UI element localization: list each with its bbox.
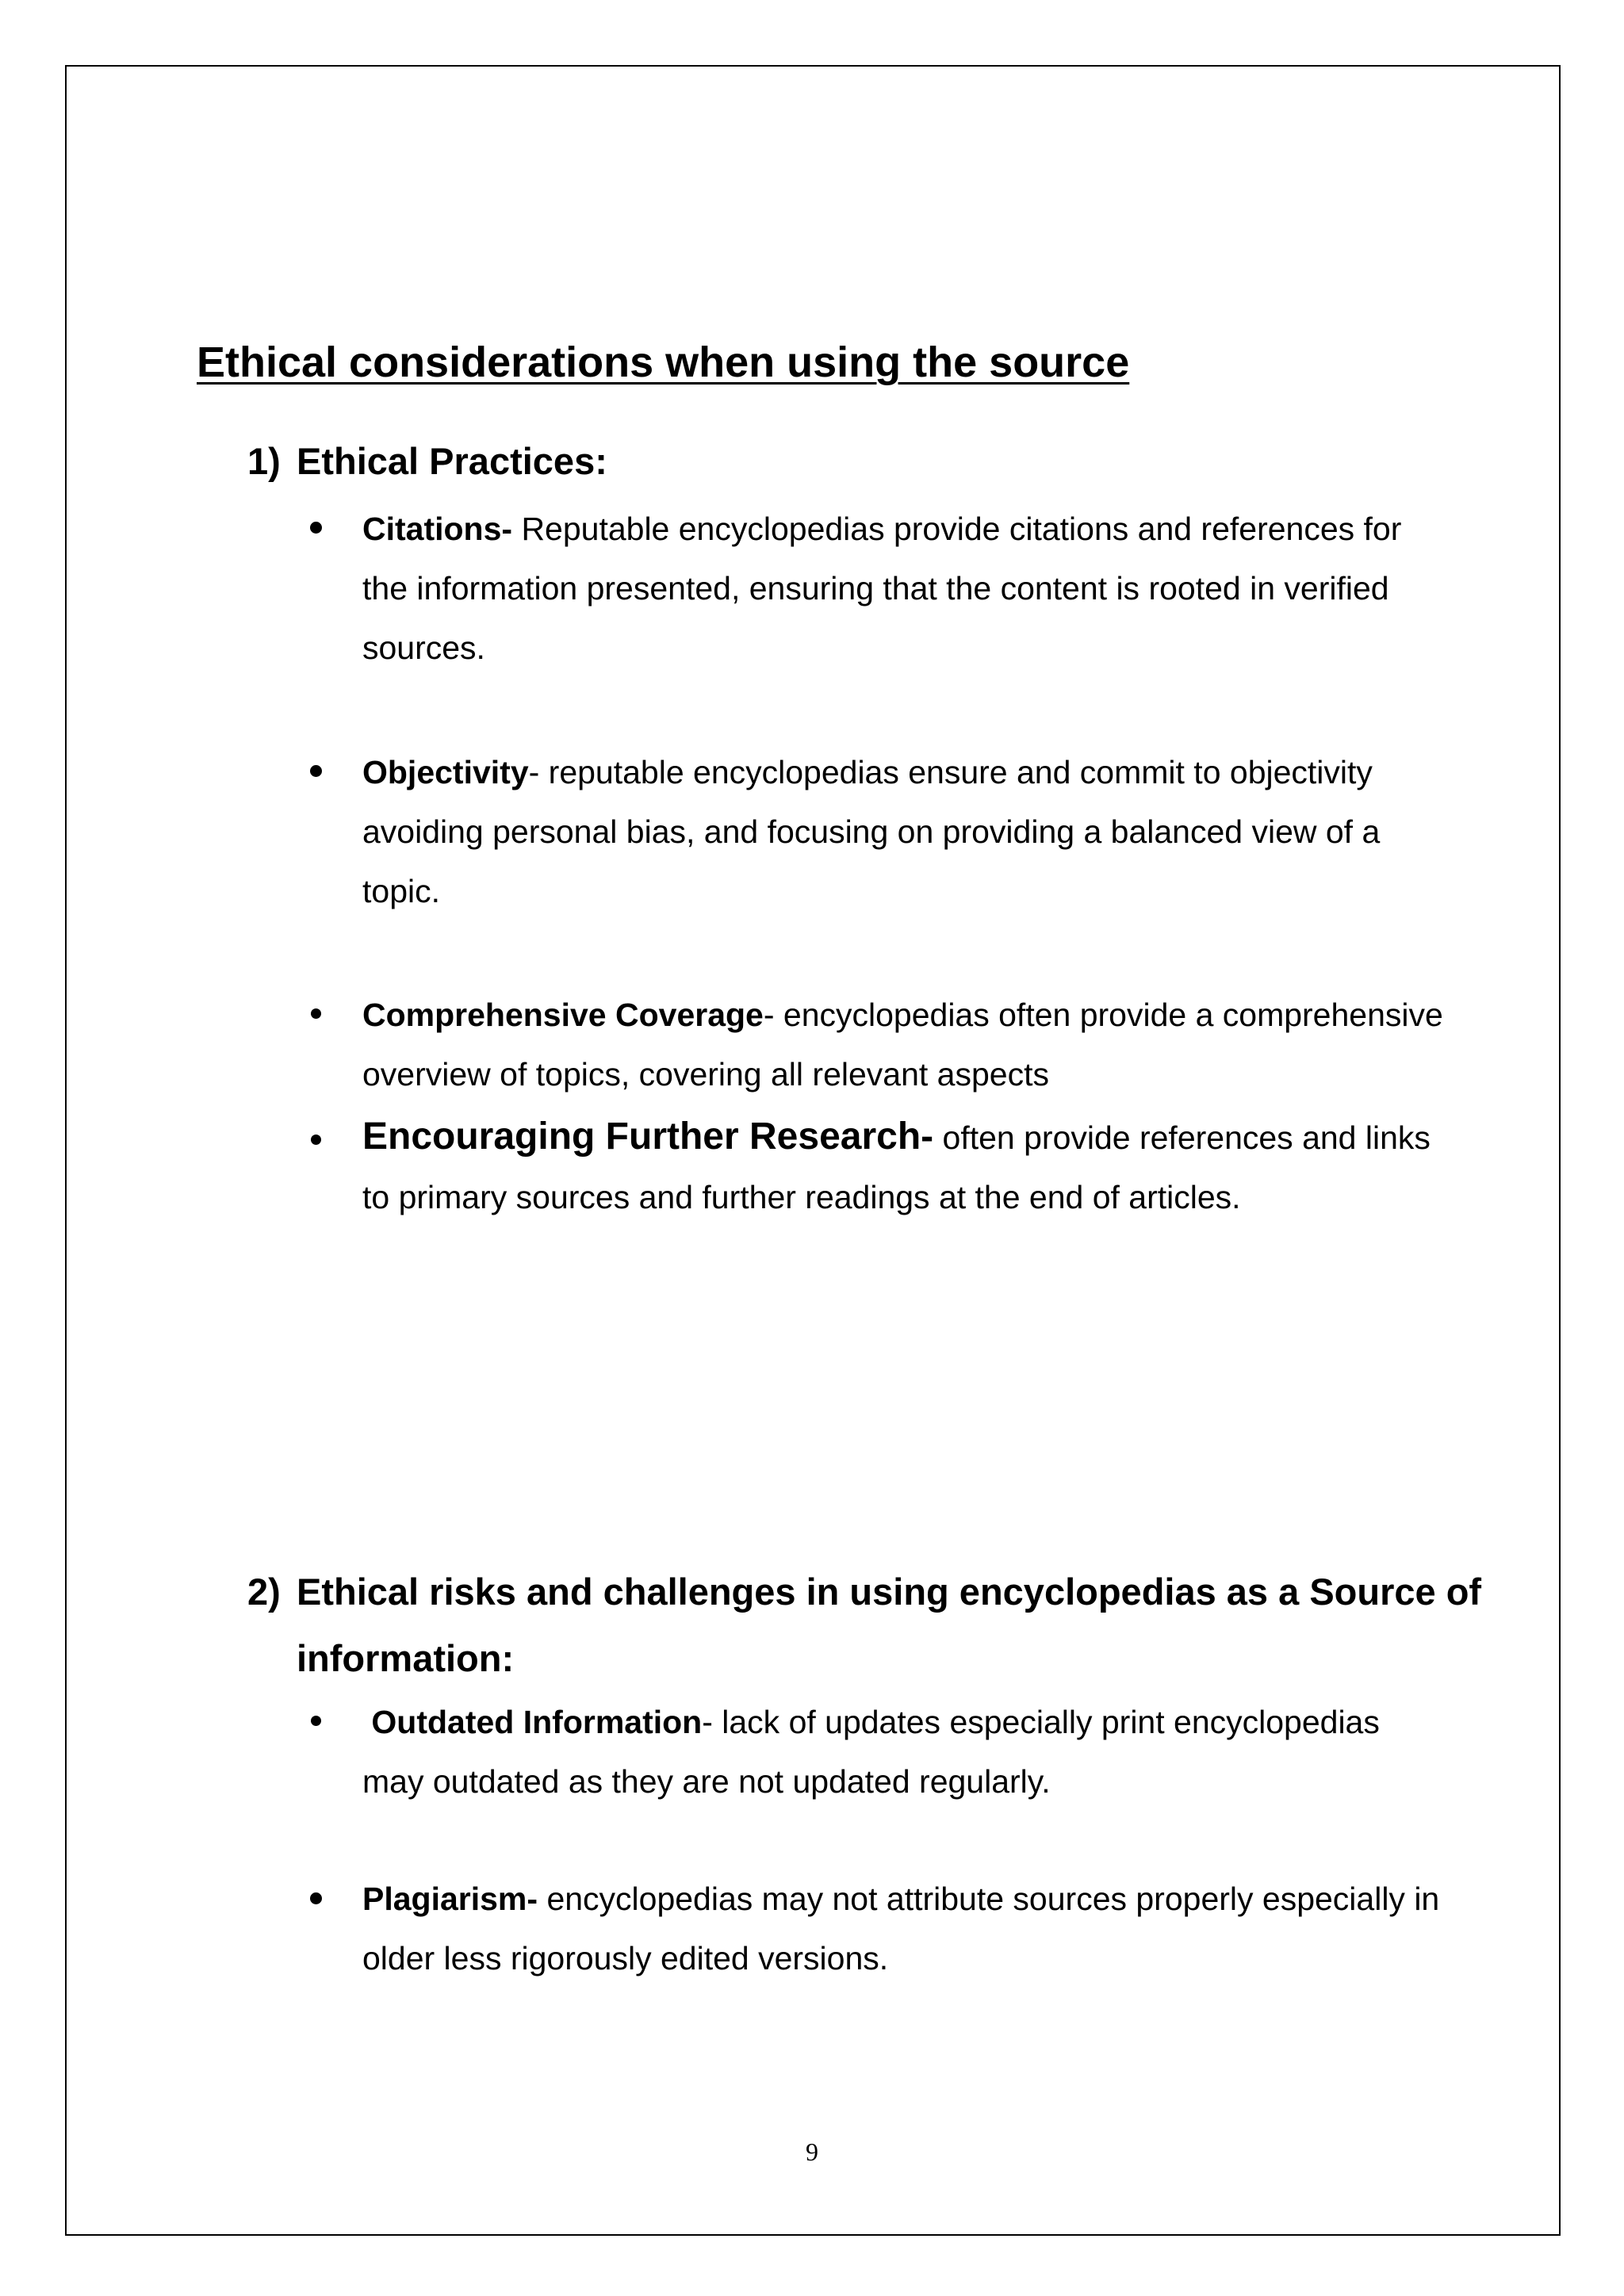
bullet-icon [311,1008,321,1019]
list-item-text [362,1107,1443,1227]
section-1-number: 1) [247,440,281,482]
list-item-term: Objectivity [362,754,529,790]
list-item-citations [317,499,1443,678]
bullet-icon [310,765,322,777]
list-item-term: Outdated Information [371,1704,703,1740]
list-item-description: - reputable encyclopedias ensure and commit to objectivity avoiding personal bias, and focusing on providing a balanced view of a topic. [362,754,1381,909]
list-item-description: - encyclopedias often provide a comprehensive overview of topics, covering all relevant aspects [362,997,1443,1093]
list-item-term: Comprehensive Coverage [362,997,764,1033]
list-item-objectivity [317,743,1443,921]
bullet-icon [310,522,322,534]
list-item-plagiarism [317,1869,1443,1988]
section-1-heading [247,428,1484,495]
list-item-term: Citations- [362,511,513,547]
list-item-text [362,499,1443,678]
list-item-outdated-information [317,1693,1443,1812]
page-number: 9 [806,2137,818,2166]
list-item-further-research [317,1107,1443,1227]
list-item-text [362,743,1443,921]
bullet-icon [310,1892,322,1904]
section-1-title: Ethical Practices: [297,440,607,482]
list-item-description: encyclopedias may not attribute sources properly especially in older less rigorously edited versions. [362,1881,1440,1976]
section-2-number: 2) [247,1571,281,1613]
section-2-title: Ethical risks and challenges in using encyclopedias as a Source of information: [297,1571,1482,1679]
bullet-icon [311,1135,321,1145]
bullet-icon [311,1716,321,1726]
list-item-description: Reputable encyclopedias provide citations and references for the information presented, ensuring that the content is rooted in verified sources. [362,511,1402,666]
list-item-description: often provide references and links to primary sources and further readings at the end of articles. [362,1119,1431,1215]
section-2-heading [247,1559,1484,1692]
list-item-description: - lack of updates especially print encyclopedias may outdated as they are not updated regularly. [362,1704,1380,1800]
list-item-term: Encouraging Further Research- [362,1115,934,1158]
page-title: Ethical considerations when using the source [197,339,1130,386]
list-item-comprehensive-coverage [317,985,1443,1104]
list-item-text [362,1693,1443,1812]
list-item-term: Plagiarism- [362,1881,538,1917]
list-item-text [362,1869,1443,1988]
list-item-text [362,985,1443,1104]
